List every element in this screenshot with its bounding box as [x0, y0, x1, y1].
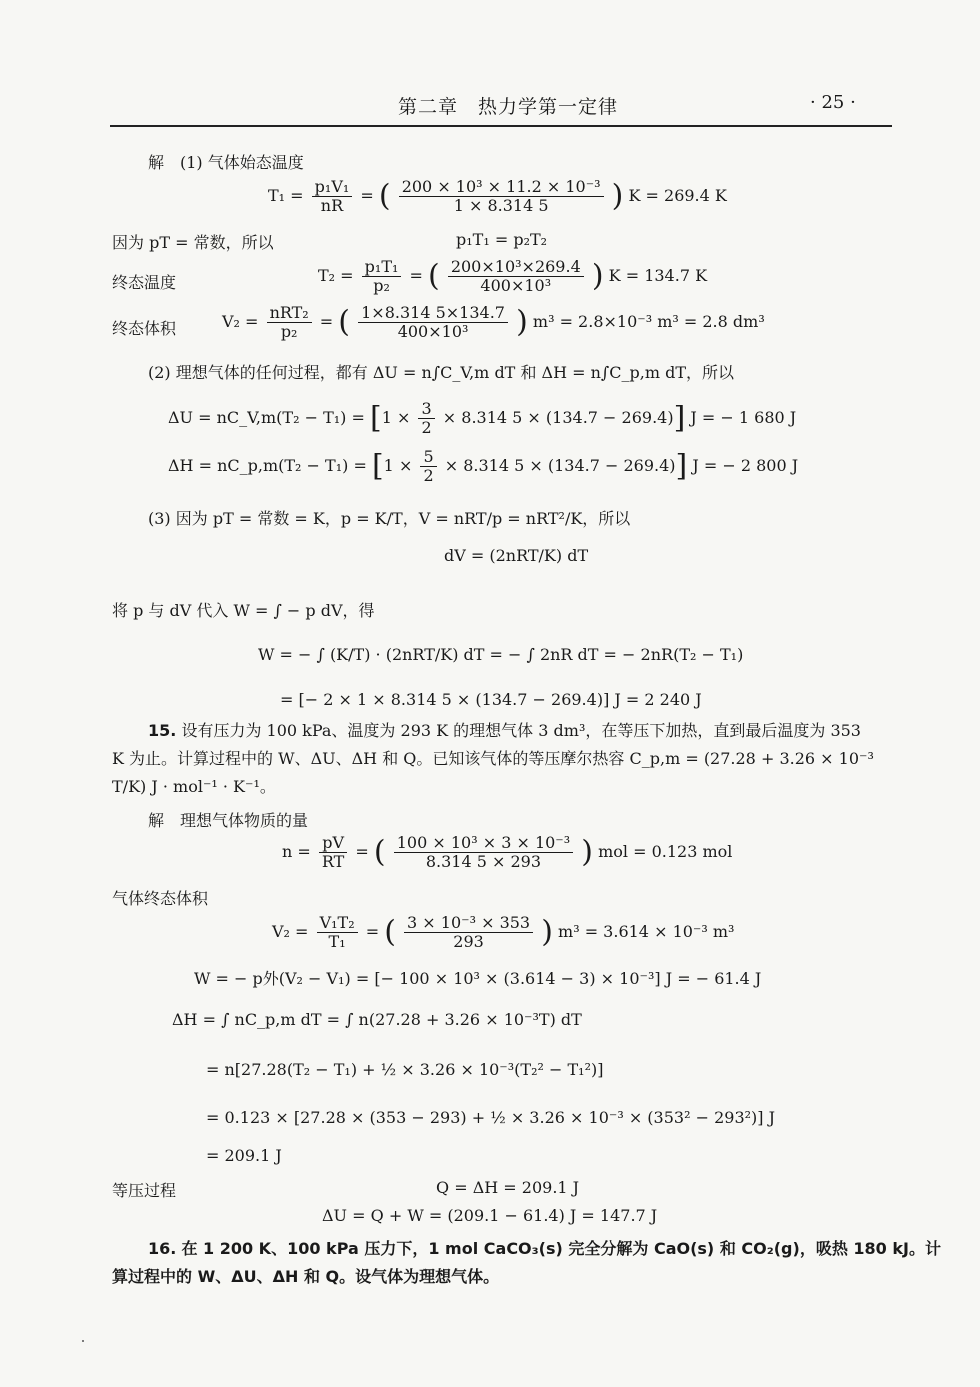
- because-equation: p₁T₁ = p₂T₂: [456, 230, 548, 249]
- isobaric-label: 等压过程: [112, 1181, 177, 1200]
- equation-dh-15-1: ΔH = ∫ nC_p,m dT = ∫ n(27.28 + 3.26 × 10⁻³T) dT: [172, 1010, 582, 1029]
- solution-part2-text: (2) 理想气体的任何过程，都有 ΔU = n∫C_V,m dT 和 ΔH = n∫C_p,m dT，所以: [148, 363, 734, 382]
- equation-n: n = $\frac{pV}{RT}$ = ( $\frac{\text{100 × 10³ × 3 × 10⁻³}}{8.314 5 \times 293}$ ) mol = 0.123 mol: [282, 833, 733, 871]
- solution-15-label: 解 理想气体物质的量: [148, 811, 309, 830]
- t1-lhs: T₁ =: [268, 186, 304, 205]
- question-15-line1: 15. 设有压力为 100 kPa、温度为 293 K 的理想气体 3 dm³，在等压下加热，直到最后温度为 353: [148, 721, 861, 740]
- equation-q-15: Q = ΔH = 209.1 J: [436, 1178, 580, 1197]
- t1-result: K = 269.4 K: [628, 186, 727, 205]
- substitution-text: 将 p 与 dV 代入 W = ∫ − p dV，得: [112, 601, 375, 620]
- equation-dh: ΔH = nC_p,m(T₂ − T₁) = [1 × $\frac{5}{2}$ × 8.314 5 × (134.7 − 269.4)] J = − 2 800 J: [168, 447, 799, 485]
- equation-du: ΔU = nC_V,m(T₂ − T₁) = [1 × $\frac{3}{2}$ × 8.314 5 × (134.7 − 269.4)] J = − 1 680 J: [168, 399, 797, 437]
- equation-dv: dV = (2nRT/K) dT: [444, 546, 589, 565]
- final-volume-label-15: 气体终态体积: [112, 889, 209, 908]
- header-rule: [110, 125, 892, 127]
- solution-part3-text: (3) 因为 pT = 常数 = K，p = K/T，V = nRT/p = nRT²/K，所以: [148, 509, 631, 528]
- page-number: · 25 ·: [810, 92, 856, 113]
- solution-part1-label: 解 (1) 气体始态温度: [148, 153, 304, 172]
- equation-dh-15-3: = 0.123 × [27.28 × (353 − 293) + ½ × 3.26 × 10⁻³ × (353² − 293²)] J: [206, 1108, 776, 1127]
- question-16-line1: 16. 在 1 200 K、100 kPa 压力下，1 mol CaCO₃(s) 完全分解为 CaO(s) 和 CO₂(g)，吸热 180 kJ。计: [148, 1239, 941, 1258]
- equation-v2: V₂ = $\frac{\text{nRT₂}}{\text{p₂}}$ = ( $\frac{1\times 8.314 5\times 134.7}{\text{400×10³}}$ ) m³ = 2.8×10⁻³ m³ = 2.8 dm³: [222, 303, 765, 341]
- equation-dh-15-2: = n[27.28(T₂ − T₁) + ½ × 3.26 × 10⁻³(T₂² − T₁²)]: [206, 1060, 604, 1079]
- scan-speck: [82, 1340, 84, 1342]
- equation-t2: T₂ = $\frac{\text{p₁T₁}}{\text{p₂}}$ = ( $\frac{\text{200×10³×269.4}}{\text{400×10³}}$ ) K = 134.7 K: [318, 257, 708, 295]
- because-text: 因为 pT = 常数，所以: [112, 233, 274, 252]
- question-15-line3: T/K) J · mol⁻¹ · K⁻¹。: [112, 777, 276, 796]
- equation-v2-15: V₂ = $\frac{\text{V₁T₂}}{\text{T₁}}$ = ( $\frac{\text{3 × 10⁻³ × 353}}{293}$ ) m³ = 3.614 × 10⁻³ m³: [272, 913, 735, 951]
- question-15-line2: K 为止。计算过程中的 W、ΔU、ΔH 和 Q。已知该气体的等压摩尔热容 C_p,m = (27.28 + 3.26 × 10⁻³: [112, 749, 874, 768]
- equation-du-15: ΔU = Q + W = (209.1 − 61.4) J = 147.7 J: [322, 1206, 658, 1225]
- equation-w-15: W = − p外(V₂ − V₁) = [− 100 × 10³ × (3.614 − 3) × 10⁻³] J = − 61.4 J: [194, 969, 762, 988]
- equation-w-1: W = − ∫ (K/T) · (2nRT/K) dT = − ∫ 2nR dT = − 2nR(T₂ − T₁): [258, 645, 744, 664]
- equation-dh-15-4: = 209.1 J: [206, 1146, 282, 1165]
- question-16-line2: 算过程中的 W、ΔU、ΔH 和 Q。设气体为理想气体。: [112, 1267, 500, 1286]
- final-volume-label: 终态体积: [112, 319, 177, 338]
- chapter-title: 第二章 热力学第一定律: [398, 96, 619, 118]
- t1-value-fraction: $\frac{\text{200 × 10³ × 11.2 × 10⁻³}}{1 \times 8.314 5}$: [399, 178, 604, 215]
- final-temp-label: 终态温度: [112, 273, 177, 292]
- t1-fraction: $\frac{\text{p₁V₁}}{nR}$: [312, 178, 353, 215]
- equation-w-2: = [− 2 × 1 × 8.314 5 × (134.7 − 269.4)] J = 2 240 J: [280, 690, 702, 709]
- equation-t1: T₁ = $\frac{\text{p₁V₁}}{nR}$ = ( $\frac{\text{200 × 10³ × 11.2 × 10⁻³}}{1 \times 8.314 5}$ ) K = 269.4 K: [268, 177, 727, 215]
